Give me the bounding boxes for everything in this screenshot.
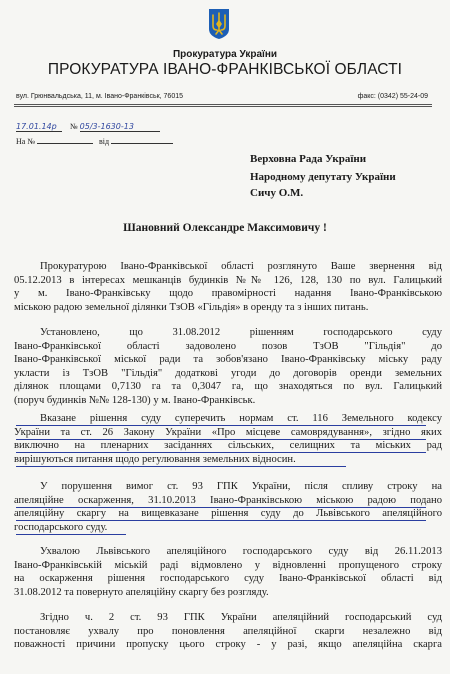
text-line: (поруч будинків №№ 128-130) у м. Івано-Франківськ. (14, 394, 256, 406)
text-line: у м. Івано-Франківську щодо правомірності надання Івано-Франківською (14, 288, 442, 299)
greeting: Шановний Олександре Максимовичу ! (123, 222, 327, 234)
header-rule-bottom (14, 106, 432, 107)
text-line: Вказане рішення суду суперечить нормам ст. 116 Земельного кодексу (40, 413, 442, 424)
na-label: На № (16, 137, 35, 146)
recipient-line: Народному депутату України (250, 171, 396, 183)
text-line: Івано-Франківської міської ради та зобов'язано Івано-Франківську міську раду (14, 354, 442, 365)
pen-underline (16, 507, 426, 508)
number-prefix: № (70, 122, 78, 131)
text-line: Івано-Франківської області задоволено позов ТзОВ "Гільдія" до (14, 340, 442, 352)
text-line: Прокуратурою Івано-Франківської області розглянуто Ваше звернення від (40, 261, 442, 272)
text-line: апеляційну скаргу на вищевказане рішення суду до Львівського апеляційного (14, 508, 442, 519)
vid-label: від (98, 137, 110, 146)
text-line: Ухвалою Львівського апеляційного господарського суду від 26.11.2013 (40, 546, 442, 557)
text-line: У порушення вимог ст. 93 ГПК України, після спливу строку на (40, 481, 442, 492)
text-line: господарського суду. (14, 521, 108, 533)
text-line: на оскарження рішення господарського суду Івано-Франківської області від (14, 573, 442, 584)
reply-ref-row (16, 137, 173, 146)
text-line: Установлено, що 31.08.2012 рішенням господарського суду (40, 327, 442, 338)
text-line: ділянок площами 0,7130 га та 0,3047 га, що знаходяться по вул. Галицький (14, 381, 442, 392)
recipient-line: Верховна Рада України (250, 153, 367, 165)
paragraph (14, 545, 442, 599)
org-address: вул. Грюнвальдська, 11, м. Івано-Франківськ, 76015 (16, 93, 184, 100)
pen-underline (16, 534, 126, 535)
text-line: апеляційне оскарження, 31.10.2013 Івано-Франківською міською радою подано (14, 494, 442, 506)
registration-number: 05/3-1630-13 (80, 122, 160, 132)
pen-underline (16, 439, 426, 440)
text-line: Івано-Франківській міській раді відмовлено у відновленні пропущеного строку (14, 559, 442, 571)
registration-date: 17.01.14р (16, 122, 62, 132)
header-rule-top (14, 104, 432, 105)
trident-icon (208, 8, 230, 40)
text-line: України та ст. 26 Закону України «Про місцеве самоврядування», згідно яких (14, 426, 442, 438)
text-line: укласти із ТзОВ "Гільдія" додаткові угоди до договорів оренди земельних (14, 367, 442, 379)
pen-underline (16, 452, 426, 453)
text-line: постановляє ухвалу про поновлення апеляційної скарги незалежно від (14, 625, 442, 637)
pen-underline (16, 520, 426, 521)
text-line: Згідно ч. 2 ст. 93 ГПК України апеляційний господарський суд (40, 612, 442, 623)
recipient-line: Сичу О.М. (250, 187, 304, 199)
org-title: ПРОКУРАТУРА ІВАНО-ФРАНКІВСЬКОЇ ОБЛАСТІ (47, 61, 403, 78)
registration-row (16, 122, 160, 132)
paragraph (14, 611, 442, 652)
org-subtitle: Прокуратура України (172, 49, 278, 60)
text-line: поважності причини пропуску цього строку - у разі, якщо апеляційна скарга (14, 639, 442, 650)
paragraph (14, 260, 442, 314)
na-blank (37, 143, 93, 144)
text-line: вирішуються питання щодо регулювання земельних відносин. (14, 453, 296, 465)
text-line: 05.12.2013 в інтересах мешканців будинків №№ 126, 128, 130 по вул. Галицький (14, 274, 442, 286)
text-line: 31.08.2012 та повернуто апеляційну скаргу без розгляду. (14, 586, 269, 598)
pen-underline (16, 425, 426, 426)
text-line: виключно на пленарних засіданнях сільських, селищних та міських рад (14, 440, 442, 451)
vid-blank (111, 143, 173, 144)
paragraph (14, 326, 442, 407)
pen-underline (16, 466, 346, 467)
org-fax: факс: (0342) 55-24-09 (357, 93, 428, 100)
text-line: міською радою земельної ділянки ТзОВ «Гільдія» в оренду та з інших питань. (14, 301, 369, 313)
